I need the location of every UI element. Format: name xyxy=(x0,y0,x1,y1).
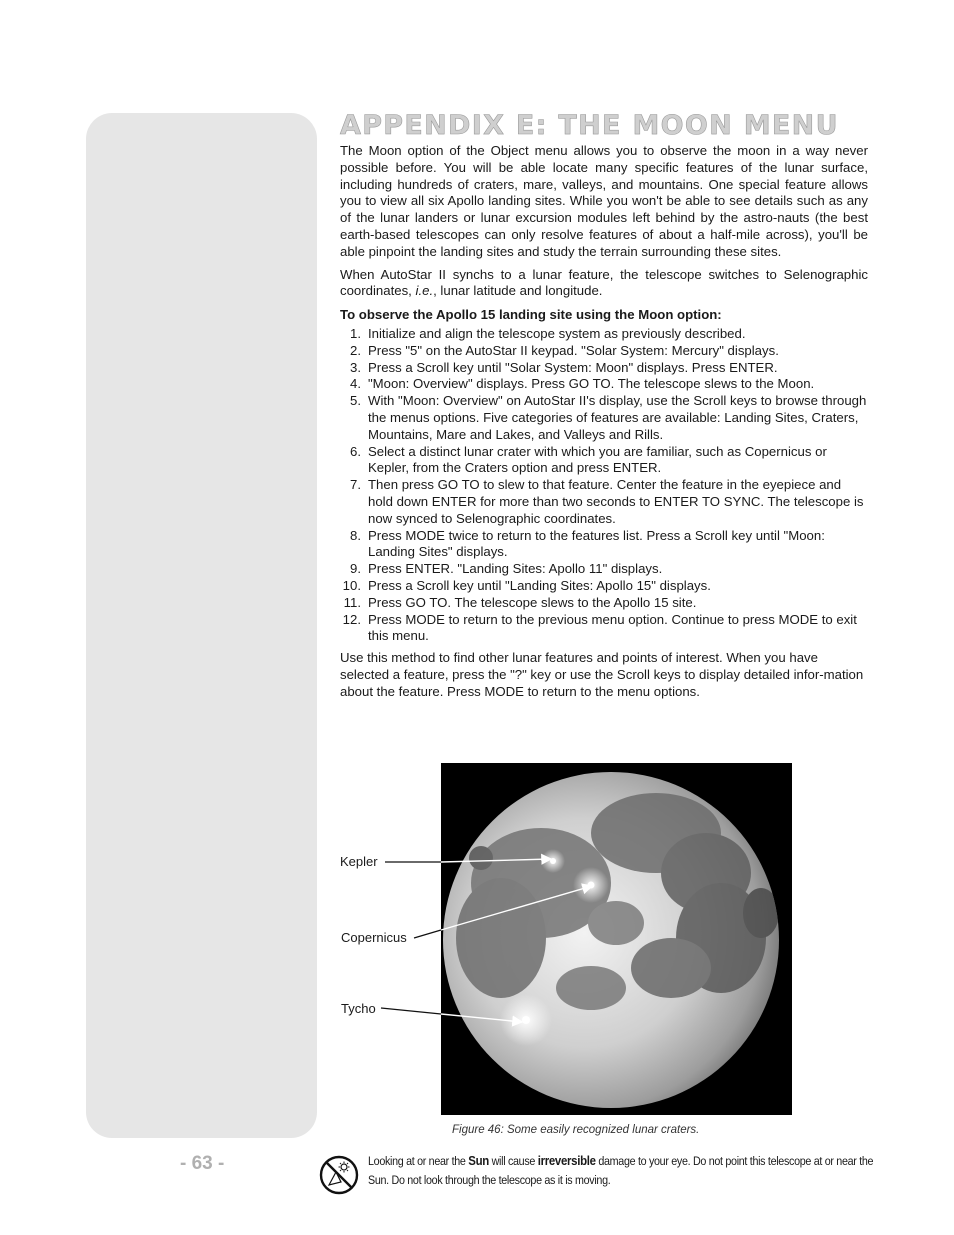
list-item: 6. Select a distinct lunar crater with which you are familiar, such as Copernicus or Kepler, from the Craters option and press ENTER. xyxy=(350,443,827,476)
label-kepler: Kepler xyxy=(340,854,378,869)
list-item: 1. Initialize and align the telescope system as previously described. xyxy=(350,325,746,341)
list-item: 7. Then press GO TO to slew to that feature. Center the feature in the eyepiece and hold down ENTER for more than two seconds to ENTER TO SYNC. The telescope is now synced to Selenographic coordinates. xyxy=(350,477,864,526)
label-copernicus: Copernicus xyxy=(341,930,407,945)
moon-image xyxy=(441,763,792,1115)
sun-warning-icon xyxy=(319,1155,359,1195)
sync-text: When AutoStar II synchs to a lunar feature, the telescope switches to Selenographic coordinates, xyxy=(340,266,868,299)
list-item: 2. Press "5" on the AutoStar II keypad. "Solar System: Mercury" displays. xyxy=(350,342,779,358)
sync-italic: i.e. xyxy=(415,283,434,299)
list-item: 8. Press MODE twice to return to the features list. Press a Scroll key until "Moon: Landing Sites" displays. xyxy=(350,527,825,560)
list-item: 9. Press ENTER. "Landing Sites: Apollo 11" displays. xyxy=(350,561,663,577)
steps-list xyxy=(340,326,868,645)
sync-paragraph xyxy=(340,267,868,301)
sun-warning-text: Looking at or near the Sun will cause irreversible damage to your eye. Do not point this telescope at or near the Sun. Do not look through the telescope as it is moving. xyxy=(368,1153,874,1187)
list-item: 12. Press MODE to return to the previous menu option. Continue to press MODE to exit this menu. xyxy=(342,611,857,644)
main-content xyxy=(340,143,868,701)
list-item: 11. Press GO TO. The telescope slews to the Apollo 15 site. xyxy=(343,594,697,610)
list-item: 10. Press a Scroll key until "Landing Sites: Apollo 15" displays. xyxy=(342,577,711,593)
moon-photo xyxy=(441,763,792,1115)
sync-text-end: , lunar latitude and longitude. xyxy=(433,283,603,299)
list-item: 4. "Moon: Overview" displays. Press GO TO. The telescope slews to the Moon. xyxy=(350,376,815,392)
page-number: - 63 - xyxy=(180,1153,225,1174)
steps-heading: To observe the Apollo 15 landing site using the Moon option: xyxy=(340,307,722,323)
page-title: APPENDIX E: THE MOON MENU xyxy=(340,110,839,141)
intro-paragraph: The Moon option of the Object menu allows you to observe the moon in a way never possible before. You will be able locate many specific features of the lunar surface, including hundreds of craters, mare, valleys, and mountains. One special feature allows you to view all six Apollo landing sites. While you won't be able to see details such as any of the lunar landers or lunar excursion modules left behind by the astro-nauts (the best earth-based telescopes can only resolve features of about a half-mile across), you'll be able pinpoint the landing sites and study the terrain surrounding these sites. xyxy=(340,143,868,259)
outro-paragraph: Use this method to find other lunar features and points of interest. When you have selected a feature, press the "?" key or use the Scroll keys to display detailed infor-mation about the feature. Press MODE to return to the menu options. xyxy=(340,650,864,699)
list-item: 3. Press a Scroll key until "Solar System: Moon" displays. Press ENTER. xyxy=(350,359,778,375)
figure-caption: Figure 46: Some easily recognized lunar craters. xyxy=(452,1124,700,1136)
label-tycho: Tycho xyxy=(341,1001,376,1016)
sidebar-panel xyxy=(86,113,317,1138)
list-item: 5. With "Moon: Overview" on AutoStar II's display, use the Scroll keys to browse through the menus options. Five categories of features are available: Landing Sites, Craters, Mountains, Mare and Lakes, and Valleys and Rills. xyxy=(350,393,867,442)
